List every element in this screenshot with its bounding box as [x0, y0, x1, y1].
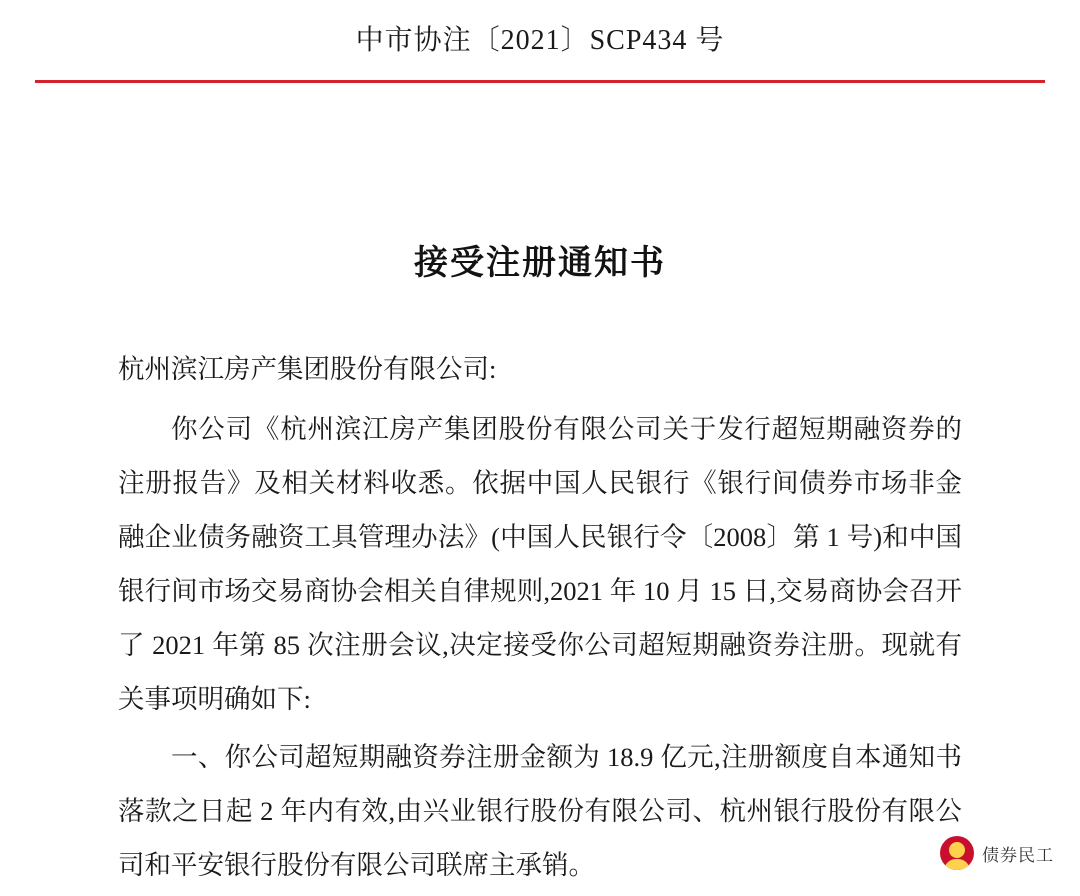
red-divider: [35, 80, 1045, 83]
account-badge: [936, 832, 1062, 874]
page-title: 接受注册通知书: [414, 244, 666, 282]
document-number: 中市协注〔2021〕SCP434 号: [355, 25, 725, 56]
paragraph-1: 你公司《杭州滨江房产集团股份有限公司关于发行超短期融资券的注册报告》及相关材料收悉。依据中国人民银行《银行间债券市场非金融企业债务融资工具管理办法》(中国人民银行令〔2008〕第 1 号)和中国银行间市场交易商协会相关自律规则,2021 年 10 月 15 日,交易商协会召开了 2021 年第 85 次注册会议,决定接受你公司超短期融资券注册。现就有关事项明确如下:: [118, 413, 962, 714]
account-badge-label: 债券民工: [982, 845, 1054, 865]
paragraph-2: 一、你公司超短期融资券注册金额为 18.9 亿元,注册额度自本通知书落款之日起 2 年内有效,由兴业银行股份有限公司、杭州银行股份有限公司和平安银行股份有限公司联席主承销。: [118, 741, 962, 880]
avatar-icon: [940, 836, 974, 870]
salutation: 杭州滨江房产集团股份有限公司:: [118, 353, 497, 384]
document-body: [118, 284, 962, 892]
